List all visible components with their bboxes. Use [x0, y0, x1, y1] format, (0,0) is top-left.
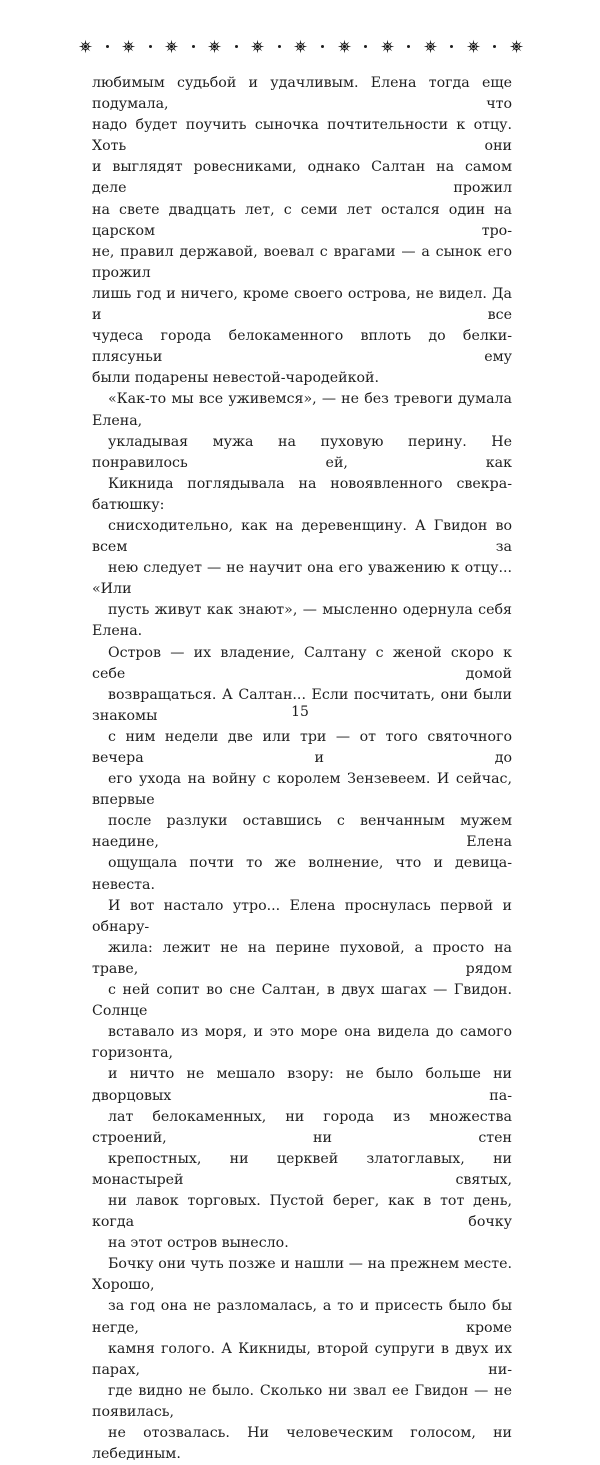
text-line: где видно не было. Сколько ни звал ее Гвидон — не появилась,: [92, 1382, 512, 1420]
text-line: нею следует — не научит она его уважению к отцу... «Или: [92, 560, 512, 598]
ornament-star-icon: [121, 39, 136, 54]
text-line: ощущала почти то же волнение, что и девица-невеста.: [92, 855, 512, 893]
text-line: «Как-то мы все уживемся», — не без тревоги думала Елена,: [92, 391, 512, 429]
text-line: ни лавок торговых. Пустой берег, как в тот день, когда бочку: [92, 1192, 512, 1231]
ornament-dot: [149, 45, 152, 48]
text-line: Бочку они чуть позже и нашли — на прежнем месте. Хорошо,: [92, 1256, 512, 1294]
text-line: камня голого. А Кикниды, второй супруги в двух их парах, ни-: [92, 1340, 512, 1378]
body-text: [92, 73, 512, 1465]
paragraph: [92, 1254, 512, 1465]
ornament-dot: [364, 45, 367, 48]
text-line: на этот остров вынесло.: [108, 1235, 289, 1252]
ornament-star-icon: [250, 39, 265, 54]
text-line: крепостных, ни церквей златоглавых, ни монастырей святых,: [92, 1150, 512, 1188]
text-line: были подарены невестой-чародейкой.: [92, 370, 379, 387]
ornament-star-icon: [293, 39, 308, 54]
paragraph: [92, 389, 512, 895]
page-number: 15: [291, 704, 309, 720]
text-line: чудеса города белокаменного вплоть до белки-плясуньи ему: [92, 328, 512, 366]
text-line: за год она не разломалась, а то и присесть было бы негде, кроме: [92, 1298, 512, 1336]
text-line: на свете двадцать лет, с семи лет остался один на царском тро-: [92, 201, 512, 239]
text-line: с ней сопит во сне Салтан, в двух шагах — Гвидон. Солнце: [92, 982, 512, 1020]
text-line: и ничто не мешало взору: не было больше ни дворцовых па-: [92, 1066, 512, 1104]
text-line: возвращаться. А Салтан... Если посчитать, они были знакомы: [92, 686, 512, 724]
ornament-star-icon: [337, 39, 352, 54]
paragraph: [92, 896, 512, 1255]
ornament-dot: [450, 45, 453, 48]
text-line: Кикнида поглядывала на новоявленного свекра-батюшку:: [92, 475, 512, 513]
text-line: не, правил державой, воевал с врагами — а сынок его прожил: [92, 243, 512, 281]
text-line: не отозвалась. Ни человеческим голосом, ни лебединым.: [92, 1425, 512, 1463]
text-line: вставало из моря, и это море она видела до самого горизонта,: [92, 1024, 512, 1062]
ornament-dot: [321, 45, 324, 48]
text-line: лишь год и ничего, кроме своего острова, не видел. Да и все: [92, 285, 512, 324]
ornament-dot: [192, 45, 195, 48]
header-ornament: [78, 36, 524, 56]
ornament-star-icon: [466, 39, 481, 54]
text-line: жила: лежит не на перине пуховой, а просто на траве, рядом: [92, 939, 512, 977]
ornament-star-icon: [509, 39, 524, 54]
ornament-dot: [106, 45, 109, 48]
text-line: Остров — их владение, Салтану с женой скоро к себе домой: [92, 644, 512, 682]
ornament-star-icon: [164, 39, 179, 54]
ornament-dot: [407, 45, 410, 48]
text-line: снисходительно, как на деревенщину. А Гвидон во всем за: [92, 517, 512, 556]
ornament-star-icon: [380, 39, 395, 54]
ornament-star-icon: [423, 39, 438, 54]
text-line: с ним недели две или три — от того святочного вечера и до: [92, 728, 512, 766]
text-line: укладывая мужа на пуховую перину. Не понравилось ей, как: [92, 433, 512, 471]
text-line: и выглядят ровесниками, однако Салтан на самом деле прожил: [92, 159, 512, 197]
text-line: любимым судьбой и удачливым. Елена тогда еще подумала, что: [92, 75, 512, 113]
ornament-dot: [235, 45, 238, 48]
text-line: надо будет поучить сыночка почтительности к отцу. Хоть они: [92, 117, 512, 155]
text-line: И вот настало утро... Елена проснулась первой и обнару-: [92, 897, 512, 935]
text-line: его ухода на войну с королем Зензевеем. И сейчас, впервые: [92, 771, 512, 809]
ornament-dot: [278, 45, 281, 48]
paragraph: [92, 73, 512, 389]
text-line: после разлуки оставшись с венчанным мужем наедине, Елена: [92, 813, 512, 851]
text-line: пусть живут как знают», — мысленно одернула себя Елена.: [92, 602, 512, 640]
text-line: лат белокаменных, ни города из множества строений, ни стен: [92, 1108, 512, 1146]
ornament-dot: [493, 45, 496, 48]
ornament-star-icon: [207, 39, 222, 54]
ornament-star-icon: [78, 39, 93, 54]
